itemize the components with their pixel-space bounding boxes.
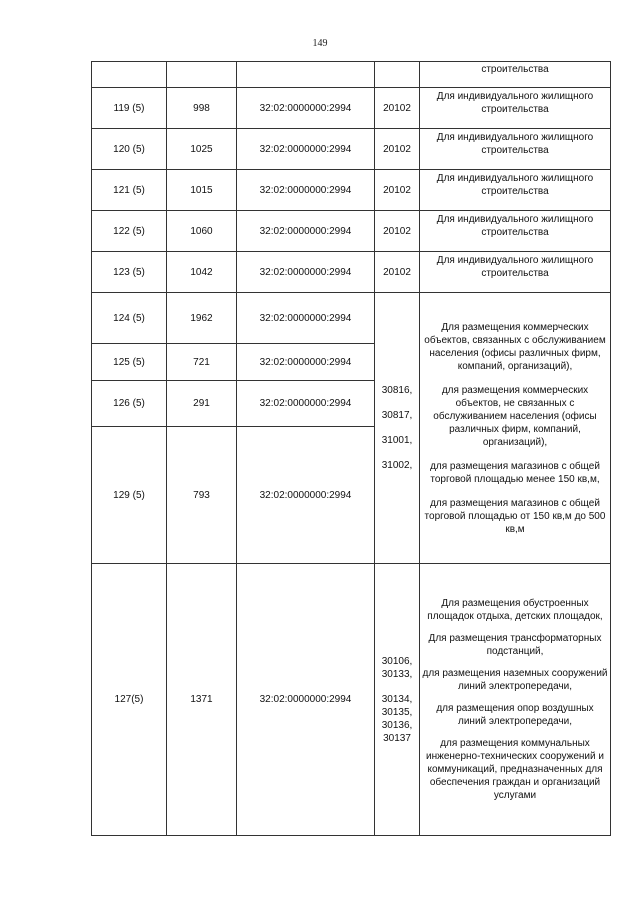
code-item: 31002, xyxy=(381,460,413,471)
cell-codes-merged xyxy=(375,293,420,564)
cell-cadastral: 32:02:0000000:2994 xyxy=(237,252,375,293)
cell-code: 20102 xyxy=(375,252,420,293)
cell-code: 20102 xyxy=(375,211,420,252)
table-row xyxy=(92,564,611,836)
cell-number: 125 (5) xyxy=(92,344,167,381)
cell-area: 793 xyxy=(167,427,237,564)
table-row xyxy=(92,170,611,211)
purpose-item: для размещения опор воздушных линий электропередачи, xyxy=(436,703,594,727)
cell-cadastral: 32:02:0000000:2994 xyxy=(237,564,375,836)
code-item: 30136, xyxy=(381,719,413,731)
table-row xyxy=(92,88,611,129)
code-item: 30137 xyxy=(383,732,411,744)
cell-cadastral: 32:02:0000000:2994 xyxy=(237,427,375,564)
code-item: 30134, xyxy=(381,693,413,705)
cell-number: 121 (5) xyxy=(92,170,167,211)
cell-purpose-merged xyxy=(420,293,611,564)
purpose-item: Для размещения обустроенных площадок отдыха, детских площадок, xyxy=(427,598,603,622)
purpose-item: для размещения магазинов с общей торговой площадью менее 150 кв,м, xyxy=(430,460,600,485)
code-item: 31001, xyxy=(381,435,413,446)
cell-code: 20102 xyxy=(375,88,420,129)
cell-purpose: Для индивидуального жилищного строительства xyxy=(420,252,611,293)
cell-area: 1042 xyxy=(167,252,237,293)
purpose-item: для размещения коммунальных инженерно-технических сооружений и коммуникаций, предназначенных для обеспечения граждан и организаций услугами xyxy=(426,738,604,801)
cell-area: 998 xyxy=(167,88,237,129)
code-item: 30817, xyxy=(381,410,413,421)
cell-number: 119 (5) xyxy=(92,88,167,129)
purpose-item: для размещения наземных сооружений линий электропередачи, xyxy=(422,668,608,692)
cell-cadastral xyxy=(237,62,375,88)
cell-cadastral: 32:02:0000000:2994 xyxy=(237,170,375,211)
cell-cadastral: 32:02:0000000:2994 xyxy=(237,293,375,344)
code-item: 30135, xyxy=(381,706,413,718)
cell-area: 1060 xyxy=(167,211,237,252)
purpose-item: Для размещения трансформаторных подстанций, xyxy=(428,633,602,657)
cell-area: 721 xyxy=(167,344,237,381)
code-item: 30106, xyxy=(381,655,413,667)
cell-number: 122 (5) xyxy=(92,211,167,252)
cell-area xyxy=(167,62,237,88)
table-row xyxy=(92,252,611,293)
cell-area: 1015 xyxy=(167,170,237,211)
table-row xyxy=(92,211,611,252)
cell-purpose: Для индивидуального жилищного строительства xyxy=(420,88,611,129)
cell-purpose: Для индивидуального жилищного строительства xyxy=(420,129,611,170)
code-item: 30133, xyxy=(381,668,413,680)
cell-purpose: строительства xyxy=(420,62,611,88)
cell-number: 127(5) xyxy=(92,564,167,836)
cell-cadastral: 32:02:0000000:2994 xyxy=(237,381,375,427)
cell-cadastral: 32:02:0000000:2994 xyxy=(237,344,375,381)
cell-area: 291 xyxy=(167,381,237,427)
code-item: 30816, xyxy=(381,385,413,396)
cell-number: 123 (5) xyxy=(92,252,167,293)
cell-area: 1371 xyxy=(167,564,237,836)
cell-number: 120 (5) xyxy=(92,129,167,170)
cell-cadastral: 32:02:0000000:2994 xyxy=(237,88,375,129)
land-plots-table xyxy=(91,61,611,836)
cell-purpose xyxy=(420,564,611,836)
cell-area: 1962 xyxy=(167,293,237,344)
cell-number: 124 (5) xyxy=(92,293,167,344)
cell-purpose: Для индивидуального жилищного строительства xyxy=(420,170,611,211)
cell-area: 1025 xyxy=(167,129,237,170)
cell-purpose: Для индивидуального жилищного строительства xyxy=(420,211,611,252)
cell-number: 126 (5) xyxy=(92,381,167,427)
table-row xyxy=(92,293,611,344)
cell-code: 20102 xyxy=(375,170,420,211)
cell-number: 129 (5) xyxy=(92,427,167,564)
table-row xyxy=(92,129,611,170)
table-row-continuation xyxy=(92,62,611,88)
purpose-item: Для размещения коммерческих объектов, связанных с обслуживанием населения (офисы различных фирм, компаний, организаций), xyxy=(424,321,606,372)
purpose-item: для размещения коммерческих объектов, не связанных с обслуживанием населения (офисы различных фирм, компаний, организаций), xyxy=(433,384,597,448)
cell-code: 20102 xyxy=(375,129,420,170)
cell-codes xyxy=(375,564,420,836)
cell-number xyxy=(92,62,167,88)
page-number: 149 xyxy=(312,38,328,49)
cell-cadastral: 32:02:0000000:2994 xyxy=(237,129,375,170)
purpose-item: для размещения магазинов с общей торговой площадью от 150 кв,м до 500 кв,м xyxy=(424,497,606,535)
cell-cadastral: 32:02:0000000:2994 xyxy=(237,211,375,252)
cell-code xyxy=(375,62,420,88)
